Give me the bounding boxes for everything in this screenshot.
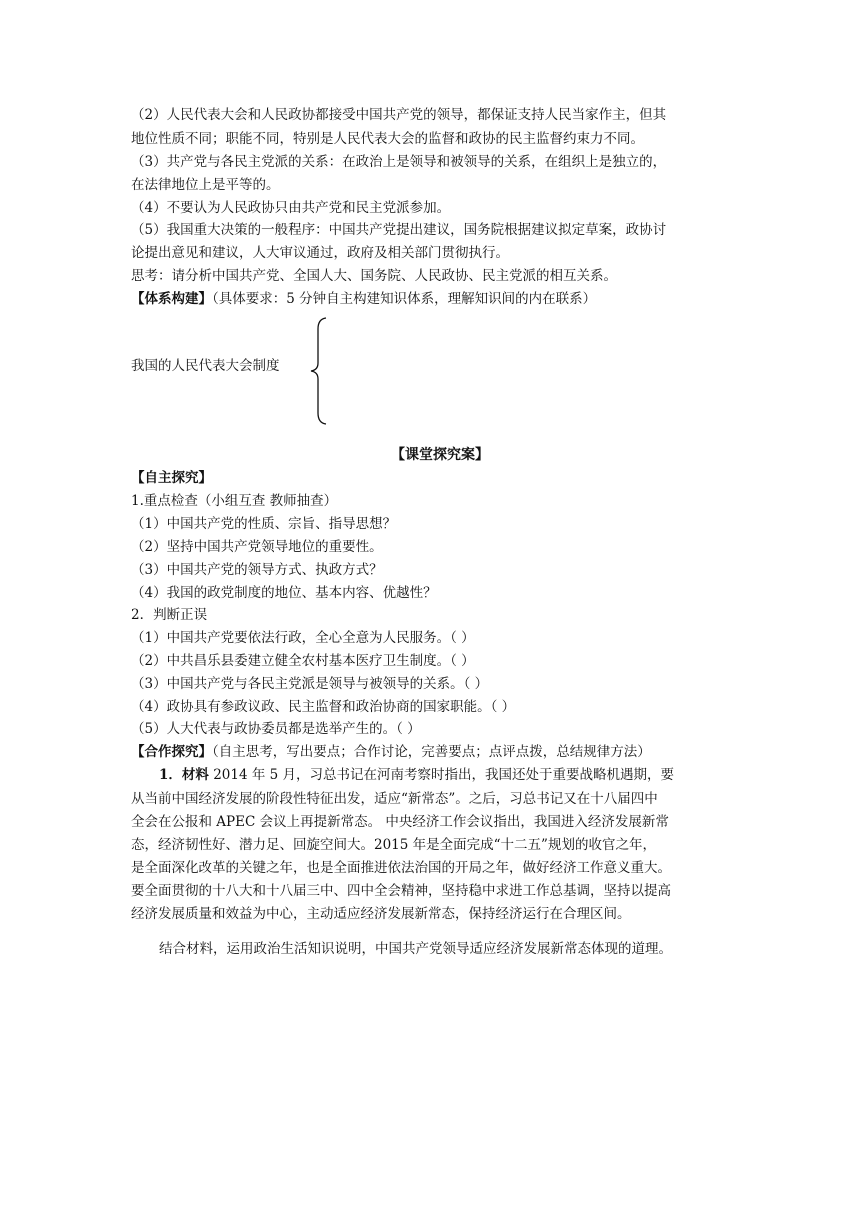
system-build-line	[131, 288, 743, 310]
curly-brace	[309, 317, 331, 425]
material-label: 1．材料	[159, 767, 209, 783]
coop-heading: 【合作探究】	[131, 744, 212, 760]
system-build-heading: 【体系构建】	[131, 291, 212, 307]
material-first-line	[159, 764, 744, 786]
text-line: 论提出意见和建议，人大审议通过，政府及相关部门贯彻执行。	[131, 245, 509, 261]
check-item: （1）中国共产党的性质、宗旨、指导思想？	[131, 516, 397, 532]
text-line: 在法律地位上是平等的。	[131, 177, 280, 193]
material-line: 态，经济韧性好、潜力足、回旋空间大。2015 年是全面完成“十二五”规划的收官之年，	[131, 837, 656, 853]
self-study-heading: 【自主探究】	[131, 470, 212, 486]
judge-title: 2．判断正误	[131, 607, 208, 623]
brace-label: 我国的人民代表大会制度	[131, 358, 280, 374]
material-line: 要全面贯彻的十八大和十八届三中、四中全会精神，坚持稳中求进工作总基调，坚持以提高	[131, 883, 671, 899]
text-line: （3）共产党与各民主党派的关系：在政治上是领导和被领导的关系，在组织上是独立的，	[131, 154, 667, 170]
material-line: 全会在公报和 APEC 会议上再提新常态。 中央经济工作会议指出，我国进入经济发展新常	[131, 814, 669, 830]
think-line: 思考：请分析中国共产党、全国人大、国务院、人民政协、民主党派的相互关系。	[131, 268, 617, 284]
check-item: （2）坚持中国共产党领导地位的重要性。	[131, 539, 383, 555]
text-line: （5）我国重大决策的一般程序：中国共产党提出建议，国务院根据建议拟定草案，政协讨	[131, 222, 667, 238]
text-line: （4）不要认为人民政协只由共产党和民主党派参加。	[131, 200, 451, 216]
text-line: （2）人民代表大会和人民政协都接受中国共产党的领导，都保证支持人民当家作主，但其	[131, 107, 667, 123]
check-item: （3）中国共产党的领导方式、执政方式？	[131, 562, 383, 578]
material-line: 经济发展质量和效益为中心，主动适应经济发展新常态，保持经济运行在合理区间。	[131, 906, 631, 922]
system-build-note: （具体要求：5 分钟自主构建知识体系，理解知识间的内在联系）	[212, 291, 597, 307]
question-line: 结合材料，运用政治生活知识说明，中国共产党领导适应经济发展新常态体现的道理。	[159, 941, 672, 957]
coop-line	[131, 741, 743, 763]
check-item: （4）我国的政党制度的地位、基本内容、优越性？	[131, 585, 437, 601]
judge-item: （3）中国共产党与各民主党派是领导与被领导的关系。（ ）	[131, 676, 489, 692]
coop-note: （自主思考，写出要点；合作讨论，完善要点；点评点拨，总结规律方法）	[212, 744, 651, 760]
judge-item: （4）政协具有参政议政、民主监督和政治协商的国家职能。（ ）	[131, 699, 516, 715]
judge-item: （2）中共昌乐县委建立健全农村基本医疗卫生制度。（ ）	[131, 653, 475, 669]
text-line: 地位性质不同；职能不同，特别是人民代表大会的监督和政协的民主监督约束力不同。	[131, 131, 644, 147]
judge-item: （5）人大代表与政协委员都是选举产生的。（ ）	[131, 721, 421, 737]
section-title: 【课堂探究案】	[391, 447, 489, 463]
check-title: 1.重点检查（小组互查 教师抽查）	[131, 493, 338, 509]
material-line: 是全面深化改革的关键之年，也是全面推进依法治国的开局之年，做好经济工作意义重大。	[131, 860, 671, 876]
judge-item: （1）中国共产党要依法行政，全心全意为人民服务。（ ）	[131, 630, 475, 646]
material-line: 从当前中国经济发展的阶段性特征出发，适应“新常态”。之后，习总书记又在十八届四中	[131, 791, 658, 807]
material-text: 2014 年 5 月，习总书记在河南考察时指出，我国还处于重要战略机遇期，要	[208, 767, 675, 783]
